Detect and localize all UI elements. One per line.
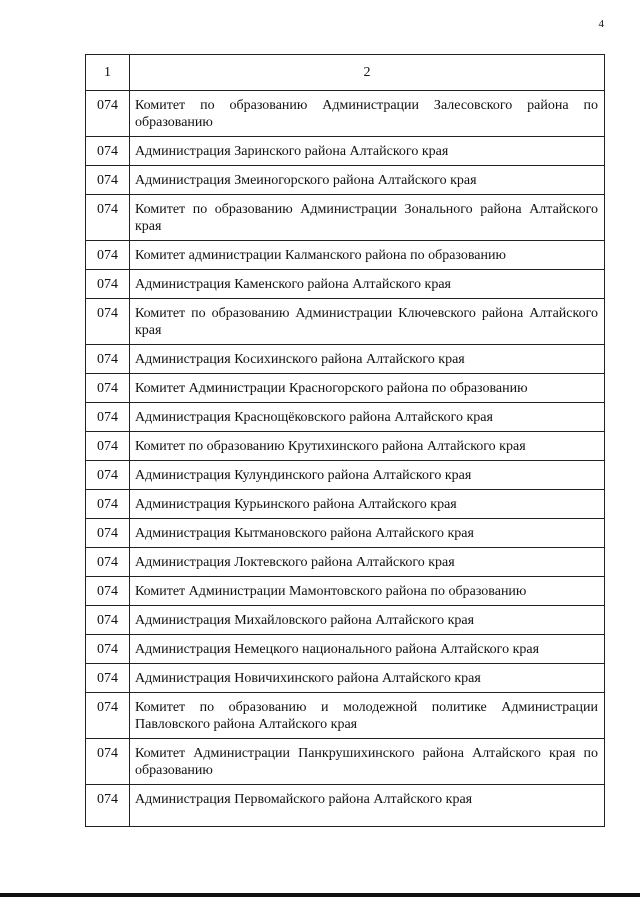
table-row	[86, 91, 605, 137]
row-code: 074	[86, 299, 130, 345]
row-name: Администрация Курьинского района Алтайского края	[130, 490, 605, 519]
table-row	[86, 345, 605, 374]
row-name: Комитет Администрации Мамонтовского района по образованию	[130, 577, 605, 606]
table-row	[86, 739, 605, 785]
table-row	[86, 299, 605, 345]
row-code: 074	[86, 739, 130, 785]
row-code: 074	[86, 577, 130, 606]
row-name: Администрация Кулундинского района Алтайского края	[130, 461, 605, 490]
row-code: 074	[86, 519, 130, 548]
scan-bottom-edge	[0, 893, 640, 897]
row-name: Комитет Администрации Красногорского района по образованию	[130, 374, 605, 403]
row-code: 074	[86, 606, 130, 635]
row-name: Комитет администрации Калманского района по образованию	[130, 241, 605, 270]
row-code: 074	[86, 490, 130, 519]
row-name: Администрация Краснощёковского района Алтайского края	[130, 403, 605, 432]
row-name: Администрация Косихинского района Алтайского края	[130, 345, 605, 374]
row-code: 074	[86, 91, 130, 137]
row-code: 074	[86, 693, 130, 739]
table-row	[86, 785, 605, 827]
row-name: Администрация Немецкого национального района Алтайского края	[130, 635, 605, 664]
row-name: Комитет по образованию Администрации Залесовского района по образованию	[130, 91, 605, 137]
table-row	[86, 635, 605, 664]
row-code: 074	[86, 548, 130, 577]
table-row	[86, 490, 605, 519]
row-code: 074	[86, 166, 130, 195]
row-code: 074	[86, 241, 130, 270]
row-code: 074	[86, 461, 130, 490]
table-row	[86, 241, 605, 270]
table-row	[86, 270, 605, 299]
table-row	[86, 577, 605, 606]
table-row	[86, 374, 605, 403]
table-row	[86, 693, 605, 739]
row-name: Комитет по образованию Администрации Ключевского района Алтайского края	[130, 299, 605, 345]
row-code: 074	[86, 195, 130, 241]
row-name: Комитет по образованию и молодежной политике Администрации Павловского района Алтайского края	[130, 693, 605, 739]
row-code: 074	[86, 403, 130, 432]
row-code: 074	[86, 137, 130, 166]
row-code: 074	[86, 432, 130, 461]
row-code: 074	[86, 785, 130, 827]
column-header-1: 1	[86, 55, 130, 91]
table-row	[86, 664, 605, 693]
row-name: Администрация Новичихинского района Алтайского края	[130, 664, 605, 693]
table-row	[86, 606, 605, 635]
row-name: Администрация Михайловского района Алтайского края	[130, 606, 605, 635]
row-name: Администрация Локтевского района Алтайского края	[130, 548, 605, 577]
column-header-2: 2	[130, 55, 605, 91]
row-name: Администрация Каменского района Алтайского края	[130, 270, 605, 299]
table-header-row	[86, 55, 605, 91]
table-row	[86, 137, 605, 166]
table-row	[86, 195, 605, 241]
table-row	[86, 548, 605, 577]
table-row	[86, 432, 605, 461]
row-name: Администрация Заринского района Алтайского края	[130, 137, 605, 166]
row-name: Комитет Администрации Панкрушихинского района Алтайского края по образованию	[130, 739, 605, 785]
row-name: Администрация Кытмановского района Алтайского края	[130, 519, 605, 548]
row-code: 074	[86, 374, 130, 403]
table-row	[86, 403, 605, 432]
page-number: 4	[598, 18, 604, 30]
document-table	[85, 54, 605, 827]
row-name: Комитет по образованию Крутихинского района Алтайского края	[130, 432, 605, 461]
row-name: Комитет по образованию Администрации Зонального района Алтайского края	[130, 195, 605, 241]
row-code: 074	[86, 664, 130, 693]
table-row	[86, 519, 605, 548]
row-code: 074	[86, 345, 130, 374]
row-code: 074	[86, 635, 130, 664]
row-name: Администрация Первомайского района Алтайского края	[130, 785, 605, 827]
row-name: Администрация Змеиногорского района Алтайского края	[130, 166, 605, 195]
row-code: 074	[86, 270, 130, 299]
table-row	[86, 461, 605, 490]
table-row	[86, 166, 605, 195]
